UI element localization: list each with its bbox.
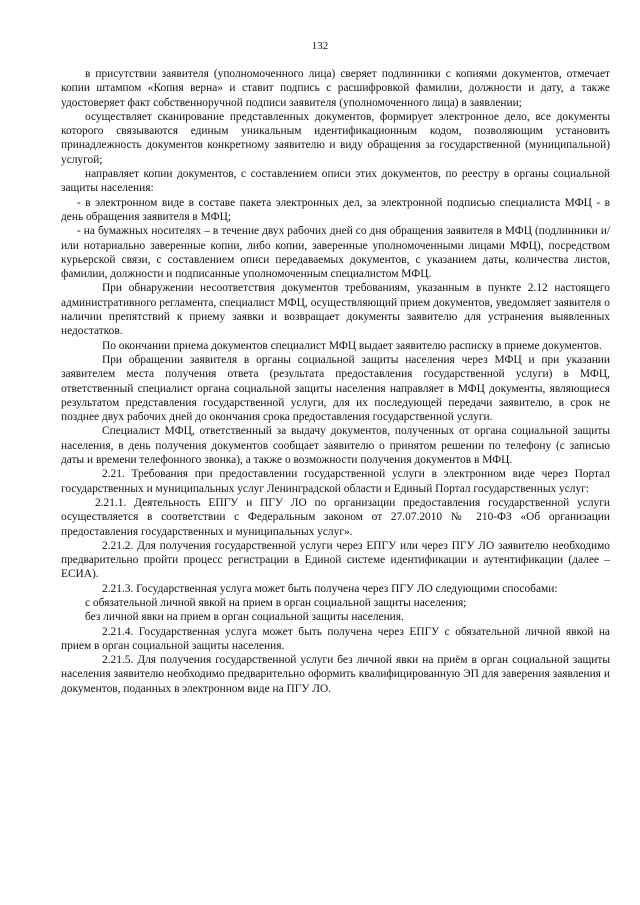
paragraph: При обнаружении несоответствия документов требованиям, указанным в пункте 2.12 настоящего административного регламента, специалист МФЦ, осуществляющий прием документов, уведомляет заявителя о наличии препятствий к приему заявки и возвращает документы заявителю для устранения выявленных недостатков. [61,282,610,338]
section-2-21-2: 2.21.2. Для получения государственной услуги через ЕПГУ или через ПГУ ЛО заявителю необходимо предварительно пройти процесс регистрации в Единой системе идентификации и аутентификации (далее – ЕСИА). [61,539,610,581]
section-2-21: 2.21. Требования при предоставлении государственной услуги в электронном виде через Портал государственных и муниципальных услуг Ленинградской области и Единый Портал государственных услуг: [61,468,610,495]
paragraph: Специалист МФЦ, ответственный за выдачу документов, полученных от органа социальной защиты населения, в день получения документов сообщает заявителю о принятом решении по телефону (с записью даты и времени телефонного звонка), а также о возможности получения документов в МФЦ. [61,425,610,467]
paragraph: направляет копии документов, с составлением описи этих документов, по реестру в органы социальной защиты населения: [61,168,610,195]
document-body [61,67,610,696]
list-item: без личной явки на прием в орган социальной защиты населения. [85,611,404,624]
paragraph: При обращении заявителя в органы социальной защиты населения через МФЦ и при указании заявителем места получения ответа (результата предоставления государственной услуги) в МФЦ, ответственный специалист органа социальной защиты населения направляет в МФЦ документы, являющиеся результатом представления государственной услуги, для их последующей передачи заявителю, в срок не позднее двух рабочих дней до окончания срока предоставления государственной услуги. [61,353,610,424]
list-item: с обязательной личной явкой на прием в орган социальной защиты населения; [85,596,467,609]
list-item: - в электронном виде в составе пакета электронных дел, за электронной подписью специалиста МФЦ - в день обращения заявителя в МФЦ; [61,196,610,223]
section-2-21-1: 2.21.1. Деятельность ЕПГУ и ПГУ ЛО по организации предоставления государственной услуги осуществляется в соответствии с Федеральным законом от 27.07.2010 № 210-ФЗ «Об организации предоставления государственных и муниципальных услуг». [61,496,610,538]
section-2-21-5: 2.21.5. Для получения государственной услуги без личной явки на приём в орган социальной защиты населения заявителю необходимо предварительно оформить квалифицированную ЭП для заверения заявления и документов, поданных в электронном виде на ПГУ ЛО. [61,654,610,695]
section-2-21-4: 2.21.4. Государственная услуга может быть получена через ЕПГУ с обязательной личной явкой на прием в орган социальной защиты населения. [61,625,610,652]
list-item: - на бумажных носителях – в течение двух рабочих дней со дня обращения заявителя в МФЦ (подлинники и/или нотариально заверенные копии, либо копии, заверенные уполномоченными лицами МФЦ), посредством курьерской связи, с составлением описи передаваемых документов, с указанием даты, количества листов, фамилии, должности и подписанные уполномоченным специалистом МФЦ. [61,225,610,281]
paragraph: По окончании приема документов специалист МФЦ выдает заявителю расписку в приеме документов. [102,339,602,352]
paragraph: осуществляет сканирование представленных документов, формирует электронное дело, все документы которого связываются единым уникальным идентификационным кодом, позволяющим установить принадлежность документов конкретному заявителю и виду обращения за государственной (муниципальной) услугой; [61,110,610,166]
paragraph: в присутствии заявителя (уполномоченного лица) сверяет подлинники с копиями документов, отмечает копии штампом «Копия верна» и ставит подпись с расшифровкой фамилии, должности и дату, а также удостоверяет факт собственноручной подписи заявителя (уполномоченного лица) в заявлении; [61,68,610,109]
page-number: 132 [311,40,329,52]
section-2-21-3: 2.21.3. Государственная услуга может быть получена через ПГУ ЛО следующими способами: [102,582,558,595]
